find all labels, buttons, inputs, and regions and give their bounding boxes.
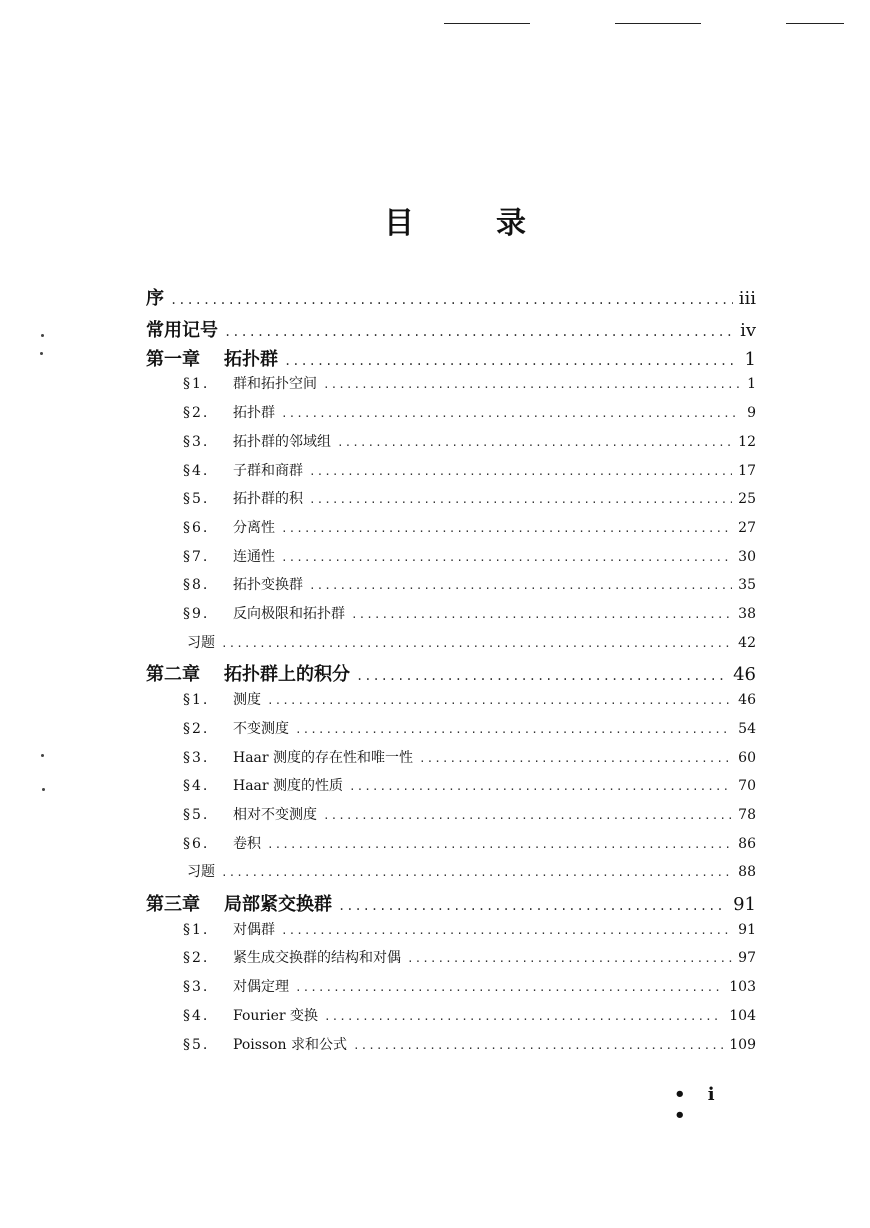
toc-section-entry: [183, 1005, 756, 1025]
title-char-2: 录: [496, 206, 528, 241]
toc-chapter-entry: [146, 316, 756, 342]
dot-leader: [221, 637, 732, 650]
toc-number: §9.: [183, 606, 210, 622]
toc-section-entry: [183, 431, 756, 451]
dot-leader: [338, 899, 727, 913]
toc-section-entry: [183, 603, 756, 623]
toc-number: §4.: [183, 778, 210, 795]
toc-page-number: 60: [738, 749, 756, 766]
toc-number: §3.: [183, 979, 210, 996]
toc-title: 反向极限和拓扑群: [233, 606, 345, 622]
dot-leader: [309, 493, 732, 506]
toc-page-number: 109: [729, 1036, 756, 1053]
toc-number: §7.: [183, 548, 210, 565]
toc-title: Poisson 求和公式: [233, 1036, 348, 1053]
toc-section-entry: [183, 574, 756, 594]
toc-title: 拓扑群上的积分: [224, 664, 350, 686]
dot-leader: [267, 838, 732, 851]
toc-title: 拓扑群: [233, 405, 275, 422]
toc-title: 卷积: [233, 835, 261, 852]
toc-title: 习题: [187, 634, 215, 651]
toc-number: §2.: [183, 950, 210, 967]
dot-leader: [170, 293, 733, 307]
toc-number: §3.: [183, 433, 210, 450]
dot-leader: [351, 608, 732, 621]
toc-number: 第一章: [146, 348, 200, 370]
dot-leader: [221, 866, 732, 879]
toc-page-number: iv: [740, 320, 756, 341]
toc-exercises-entry: [187, 632, 756, 652]
top-rule-3: [786, 23, 844, 24]
dot-leader: [281, 522, 732, 535]
dot-leader: [349, 780, 732, 793]
toc-page-number: iii: [738, 288, 756, 309]
toc-page-number: 54: [738, 720, 756, 737]
toc-number: §1.: [183, 692, 210, 709]
toc-number: 第三章: [146, 894, 200, 915]
toc-title: 拓扑群的积: [233, 491, 303, 508]
toc-exercises-entry: [187, 861, 756, 881]
toc-number: §2.: [183, 720, 210, 737]
toc-section-entry: [183, 775, 756, 795]
dot-leader: [309, 579, 732, 592]
toc-title: 常用记号: [146, 320, 218, 341]
toc-title: Haar 测度的存在性和唯一性: [233, 749, 414, 766]
dot-leader: [281, 407, 741, 420]
toc-page-number: 46: [733, 664, 756, 686]
dot-leader: [295, 723, 732, 736]
toc-section-entry: [183, 976, 756, 996]
toc-page-number: 17: [738, 462, 756, 479]
toc-title: Fourier 变换: [233, 1007, 318, 1024]
toc-page-number: 91: [738, 921, 756, 938]
top-rule-1: [444, 23, 530, 24]
top-rule-2: [615, 23, 701, 24]
toc-chapter-entry: [146, 284, 756, 310]
page-title: [0, 198, 870, 241]
dot-leader: [284, 354, 739, 368]
toc-section-entry: [183, 460, 756, 480]
toc-page-number: 12: [738, 433, 756, 450]
toc-section-entry: [183, 373, 756, 393]
toc-section-entry: [183, 747, 756, 767]
dot-leader: [419, 752, 732, 765]
toc-chapter-entry: [146, 345, 756, 371]
dot-leader: [281, 551, 732, 564]
dot-leader: [295, 981, 723, 994]
toc-page-number: 91: [733, 894, 756, 915]
toc-title: 群和拓扑空间: [233, 376, 317, 393]
toc-title: 序: [146, 288, 164, 309]
toc-page-number: 1: [747, 376, 756, 393]
toc-title: Haar 测度的性质: [233, 778, 344, 795]
toc-number: §5.: [183, 806, 210, 823]
toc-title: 紧生成交换群的结构和对偶: [233, 950, 401, 967]
toc-number: §5.: [183, 1036, 210, 1053]
toc-chapter-entry: [146, 890, 756, 916]
dot-leader: [324, 1010, 723, 1023]
dot-leader: [323, 809, 732, 822]
toc-section-entry: [183, 804, 756, 824]
toc-number: §6.: [183, 835, 210, 852]
toc-chapter-entry: [146, 660, 756, 686]
dot-leader: [337, 436, 732, 449]
dot-leader: [407, 952, 732, 965]
dot-leader: [267, 694, 732, 707]
toc-title: 拓扑群: [224, 348, 278, 370]
toc-page-number: 9: [747, 405, 756, 422]
toc-page-number: 1: [744, 348, 756, 370]
scan-speck: [40, 352, 43, 355]
toc-number: 第二章: [146, 664, 200, 686]
toc-number: §4.: [183, 1007, 210, 1024]
toc-number: §2.: [183, 405, 210, 422]
toc-section-entry: [183, 488, 756, 508]
dot-leader: [224, 325, 734, 339]
toc-title: 局部紧交换群: [224, 894, 332, 915]
toc-page-number: 30: [738, 548, 756, 565]
toc-number: §1.: [183, 921, 210, 938]
toc-page-number: 46: [738, 692, 756, 709]
toc-title: 相对不变测度: [233, 806, 317, 823]
toc-page-number: 104: [729, 1007, 756, 1024]
toc-section-entry: [183, 718, 756, 738]
toc-number: §6.: [183, 519, 210, 536]
toc-number: §1.: [183, 376, 210, 393]
dot-leader: [353, 1039, 723, 1052]
toc-number: §8.: [183, 577, 210, 594]
toc-section-entry: [183, 517, 756, 537]
toc-title: 对偶定理: [233, 979, 289, 996]
toc-title: 子群和商群: [233, 462, 303, 479]
dot-leader: [356, 669, 727, 683]
toc-page-number: 88: [738, 864, 756, 881]
toc-section-entry: [183, 1034, 756, 1054]
dot-leader: [281, 924, 732, 937]
toc-title: 拓扑变换群: [233, 577, 303, 594]
dot-leader: [309, 465, 732, 478]
toc-page-number: 70: [738, 778, 756, 795]
scan-speck: [41, 754, 44, 757]
toc-title: 分离性: [233, 519, 275, 536]
toc-title: 连通性: [233, 548, 275, 565]
toc-page-number: 78: [738, 806, 756, 823]
toc-page-number: 86: [738, 835, 756, 852]
toc-page-number: 25: [738, 491, 756, 508]
toc-page-number: 27: [738, 519, 756, 536]
toc-page-number: 38: [738, 606, 756, 622]
toc-title: 测度: [233, 692, 261, 709]
toc-page-number: 35: [738, 577, 756, 594]
dot-leader: [323, 378, 741, 391]
title-char-1: 目: [384, 206, 416, 241]
page-folio: • i •: [674, 1084, 723, 1126]
toc-section-entry: [183, 833, 756, 853]
toc-title: 拓扑群的邻域组: [233, 433, 331, 450]
toc-title: 不变测度: [233, 720, 289, 737]
toc-section-entry: [183, 689, 756, 709]
toc-page-number: 97: [738, 950, 756, 967]
toc-section-entry: [183, 402, 756, 422]
toc-section-entry: [183, 546, 756, 566]
toc-page-number: 103: [729, 979, 756, 996]
toc-section-entry: [183, 919, 756, 939]
toc-number: §4.: [183, 462, 210, 479]
toc-number: §5.: [183, 491, 210, 508]
toc-number: §3.: [183, 749, 210, 766]
scan-speck: [42, 788, 45, 791]
toc-section-entry: [183, 947, 756, 967]
toc-title: 对偶群: [233, 921, 275, 938]
scan-speck: [41, 334, 44, 337]
toc-title: 习题: [187, 864, 215, 881]
toc-page-number: 42: [738, 634, 756, 651]
